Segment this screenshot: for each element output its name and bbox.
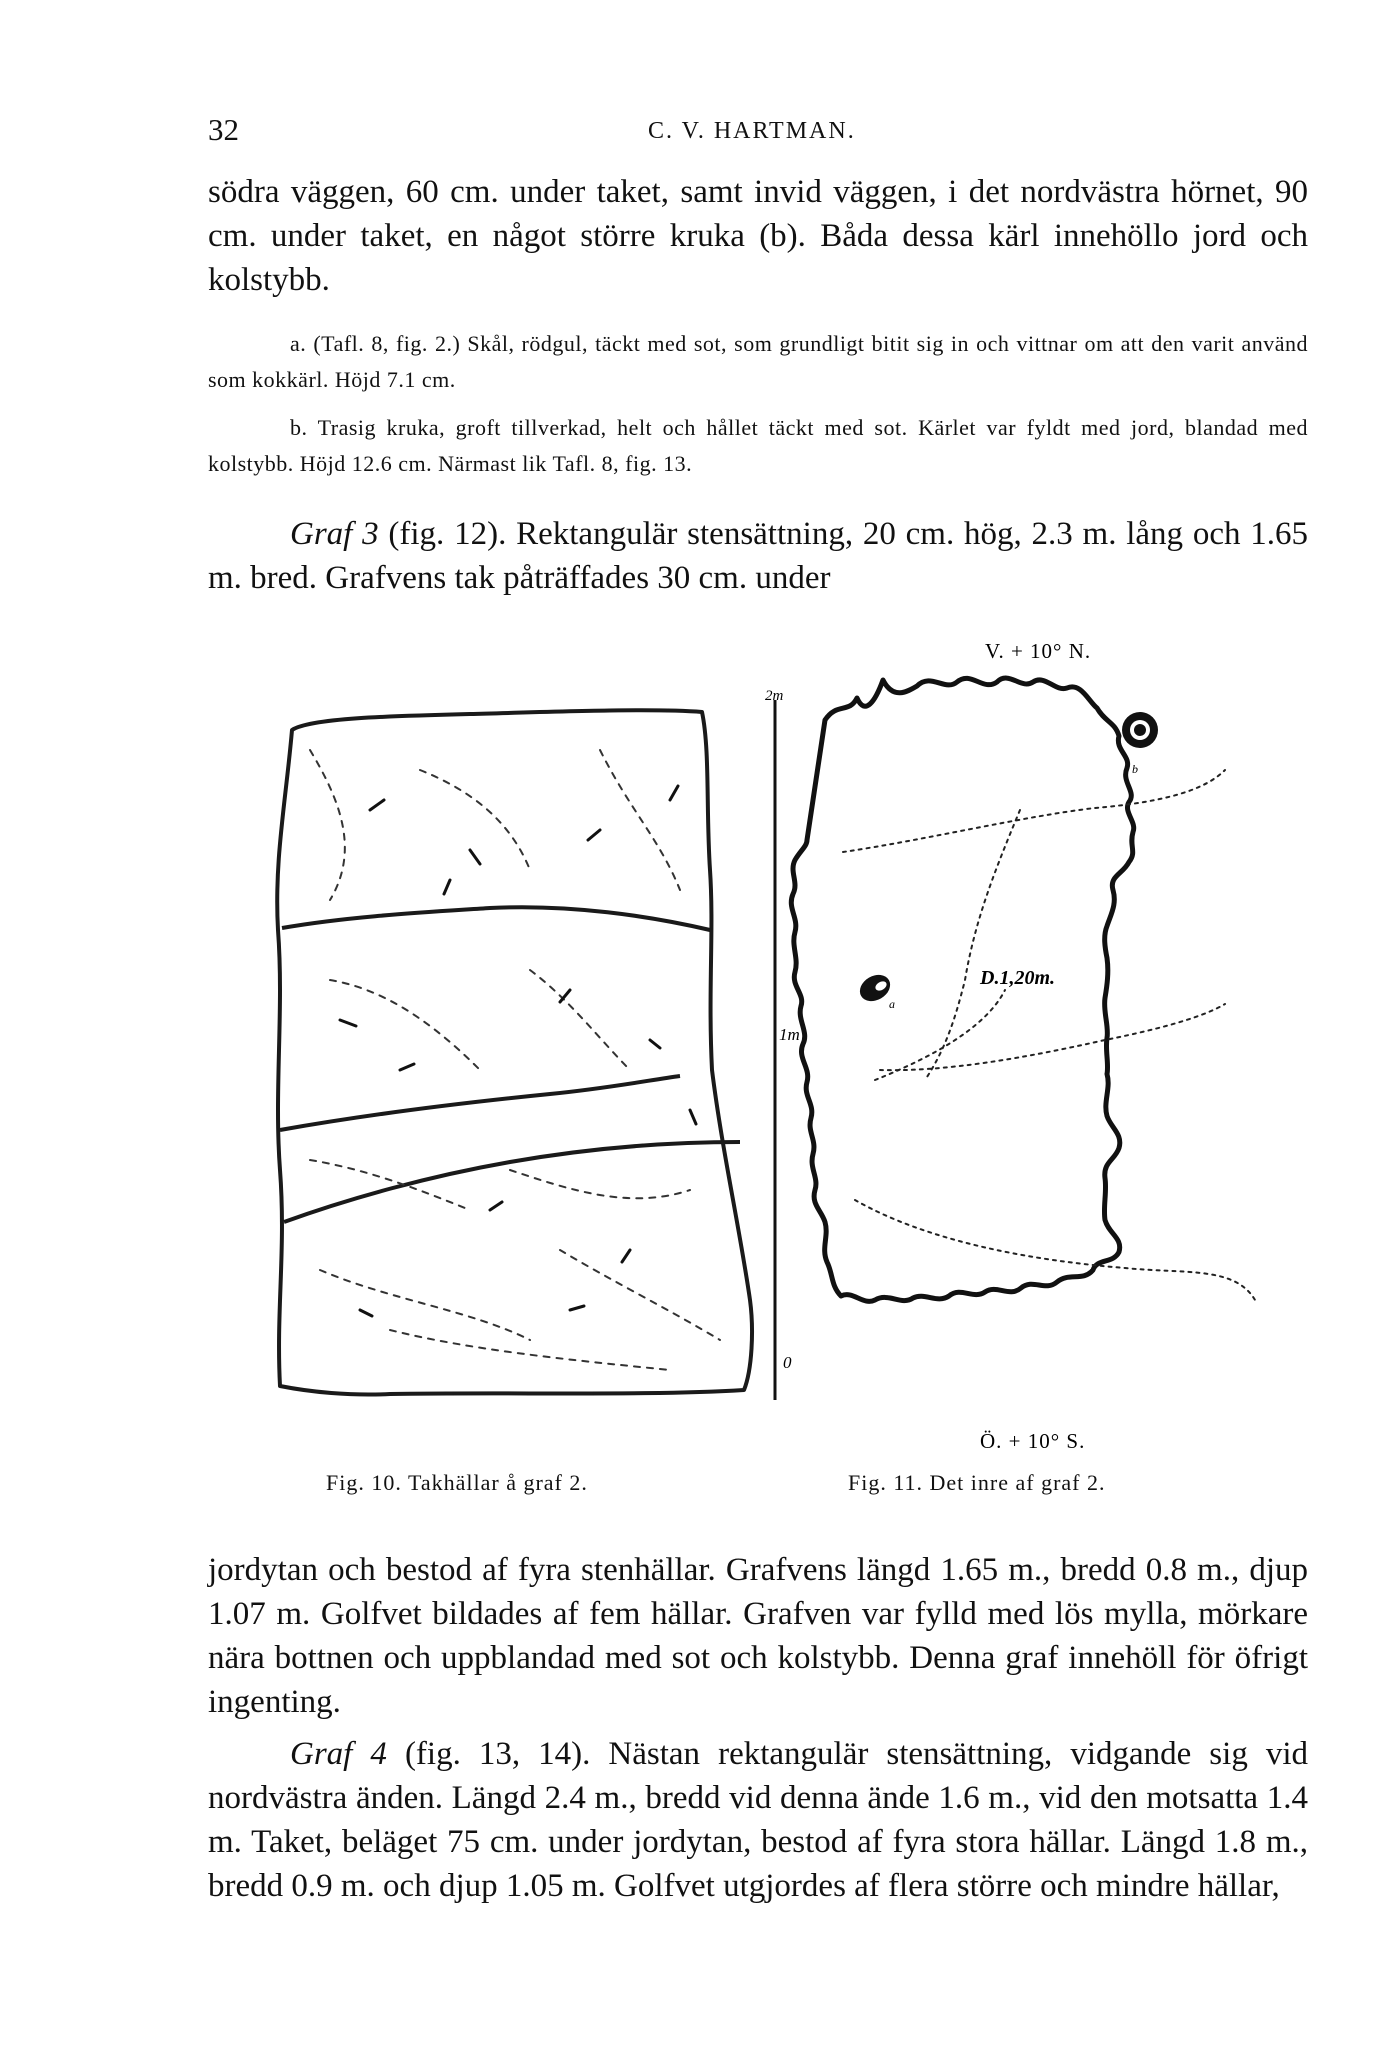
- graf3-text: (fig. 12). Rektangulär stensättning, 20 cm. hög, 2.3 m. lång och 1.65 m. bred. Grafvens tak påträffades 30 cm. under: [208, 516, 1308, 596]
- running-title: C. V. HARTMAN.: [648, 118, 856, 144]
- page-header: [208, 112, 1308, 152]
- note-a: a. (Tafl. 8, fig. 2.) Skål, rödgul, täckt med sot, som grundligt bitit sig in och vittnar om att den varit använd som kokkärl. Höjd 7.1 cm.: [208, 331, 1308, 392]
- dotted-boundary-3: [880, 1004, 1225, 1070]
- graf4-paragraph: [208, 1732, 1308, 1908]
- slab-divider-2: [280, 1076, 680, 1130]
- dotted-boundary-1: [843, 770, 1225, 852]
- slab-divider-1: [282, 907, 710, 930]
- graf4-text: (fig. 13, 14). Nästan rektangulär stensättning, vidgande sig vid nordvästra änden. Längd 2.4 m., bredd vid denna ände 1.6 m., vid den motsatta 1.4 m. Taket, beläget 75 cm. under jordytan, bestod af fyra stora hällar. Längd 1.8 m., bredd 0.9 m. och djup 1.05 m. Golfvet utgjordes af flera större och mindre hällar,: [208, 1736, 1309, 1904]
- vessel-a-marker: [855, 970, 895, 1011]
- graf3-paragraph: [208, 512, 1308, 600]
- vessel-a-label: a: [889, 997, 895, 1011]
- paragraph-1: södra väggen, 60 cm. under taket, samt invid väggen, i det nordvästra hörnet, 90 cm. under taket, en något större kruka (b). Båda dessa kärl innehöllo jord och kolstybb.: [208, 174, 1308, 298]
- graf3-title: Graf 3: [290, 516, 379, 552]
- fig11-plan-drawing: [765, 640, 1285, 1460]
- fig11-caption: Fig. 11. Det inre af graf 2.: [848, 1470, 1106, 1495]
- scale-mid-label: 1m: [779, 1025, 800, 1044]
- graf4-title: Graf 4: [290, 1736, 387, 1772]
- dotted-boundary-2: [925, 810, 1020, 1080]
- page-number: 32: [208, 112, 239, 147]
- scale-bottom-label: 0: [783, 1353, 792, 1372]
- scale-top-label: 2m: [765, 688, 784, 704]
- note-b: b. Trasig kruka, groft tillverkad, helt och hållet täckt med sot. Kärlet var fyldt med jord, blandad med kolstybb. Höjd 12.6 cm. Närmast lik Tafl. 8, fig. 13.: [208, 415, 1308, 476]
- paragraph-2: jordytan och bestod af fyra stenhällar. Grafvens längd 1.65 m., bredd 0.8 m., djup 1.07 m. Golfvet bildades af fem hällar. Grafven var fylld med lös mylla, mörkare nära bottnen och uppblandad med sot och kolstybb. Denna graf innehöll för öfrigt ingenting.: [208, 1552, 1308, 1720]
- fig10-slabs-drawing: [270, 690, 770, 1430]
- vessel-b-label: b: [1132, 762, 1138, 776]
- orientation-top: V. + 10° N.: [985, 640, 1092, 663]
- grave-outline: [791, 678, 1133, 1301]
- slab-outline: [277, 710, 752, 1394]
- fig10-caption: Fig. 10. Takhällar å graf 2.: [326, 1470, 588, 1495]
- depth-label: D.1,20m.: [980, 967, 1055, 989]
- slab-divider-3: [284, 1142, 740, 1222]
- orientation-bottom: Ö. + 10° S.: [980, 1429, 1086, 1453]
